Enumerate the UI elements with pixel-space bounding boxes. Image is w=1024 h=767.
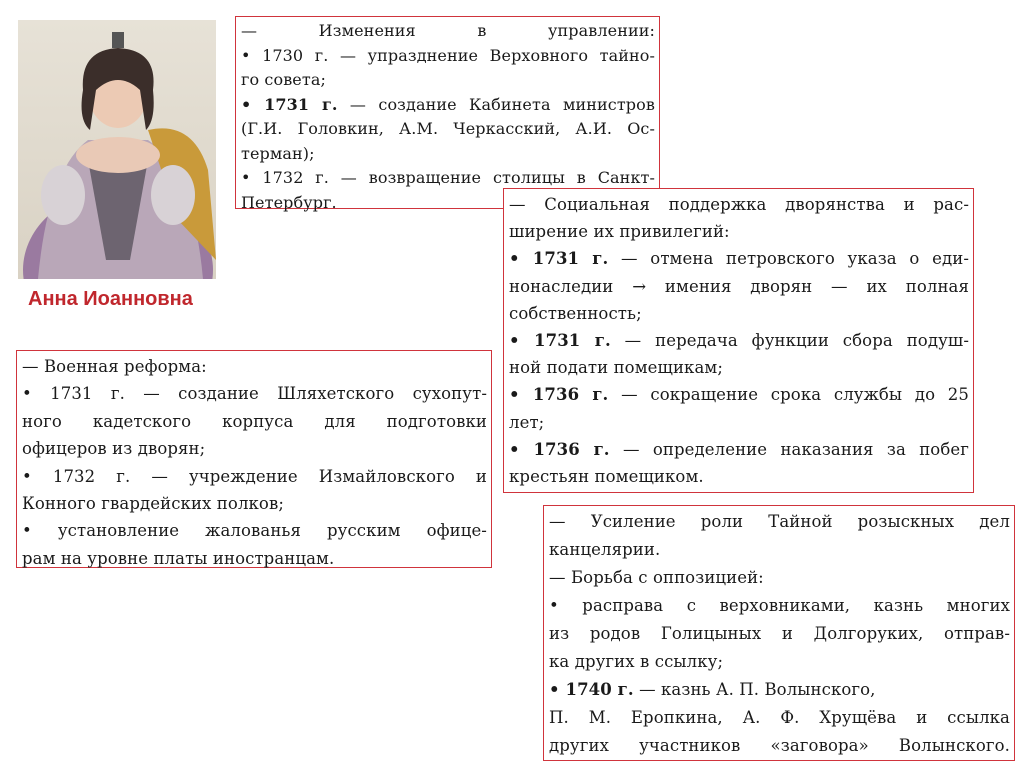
text-line — [22, 435, 487, 462]
line-text: канцелярии. — [549, 540, 661, 559]
year-label: • 1740 г. — [549, 680, 634, 699]
text-line — [22, 463, 487, 490]
line-text: ного кадетского корпуса для подготовки — [22, 411, 487, 431]
line-text: других участников «заговора» Волынского. — [549, 736, 1010, 755]
text-line — [509, 245, 969, 272]
line-text: • установление жалованья русским офице- — [22, 521, 487, 541]
text-line — [509, 273, 969, 300]
nobility-support-box — [503, 188, 974, 493]
text-line — [241, 19, 655, 44]
text-line — [22, 353, 487, 380]
text-line — [241, 93, 655, 118]
line-text: ной подати помещикам; — [509, 358, 723, 378]
line-text: Петербург. — [241, 192, 337, 212]
year-label: • 1731 г. — [509, 249, 609, 269]
portrait-caption: Анна Иоанновна — [28, 288, 193, 310]
text-line — [549, 536, 1010, 564]
text-line — [549, 564, 1010, 592]
text-line — [509, 300, 969, 327]
line-text: Конного гвардейских полков; — [22, 493, 285, 513]
line-text: го совета; — [241, 70, 326, 89]
line-text: — отмена петровского указа о еди- — [608, 249, 970, 269]
text-line — [509, 463, 969, 490]
line-text: • 1730 г. — упразднение Верховного тайно- — [241, 45, 655, 65]
line-text: — Социальная поддержка дворянства и рас- — [509, 195, 969, 214]
text-line — [22, 545, 487, 572]
text-line — [22, 380, 487, 407]
line-text: терман); — [241, 143, 315, 163]
line-text: — сокращение срока службы до 25 — [608, 385, 969, 405]
line-text: собственность; — [509, 303, 642, 323]
line-text: • 1732 г. — возвращение столицы в Санкт- — [241, 168, 655, 187]
line-text: лет; — [509, 412, 545, 432]
governance-changes-box — [235, 16, 660, 212]
text-line — [549, 732, 1010, 760]
text-line — [549, 676, 1010, 704]
text-line — [549, 704, 1010, 732]
text-line — [509, 218, 969, 245]
text-line — [509, 409, 969, 436]
text-line — [549, 592, 1010, 620]
line-text: — Борьба с оппозицией: — [549, 568, 764, 587]
text-line — [241, 44, 655, 69]
text-line — [22, 490, 487, 517]
year-label: • 1736 г. — [509, 439, 610, 459]
line-text: — создание Кабинета министров — [337, 94, 655, 114]
text-line — [241, 166, 655, 191]
line-text: П. М. Еропкина, А. Ф. Хрущёва и ссылка — [549, 708, 1010, 727]
text-line — [22, 517, 487, 544]
line-text: • расправа с верховниками, казнь многих — [549, 596, 1010, 615]
text-line — [241, 117, 655, 142]
text-line — [509, 327, 969, 354]
line-text: — Изменения в управлении: — [241, 21, 655, 40]
line-text: ширение их привилегий: — [509, 222, 730, 242]
text-line — [509, 436, 969, 463]
text-line — [509, 191, 969, 218]
line-text: • 1732 г. — учреждение Измайловского и — [22, 466, 487, 486]
text-line — [549, 648, 1010, 676]
text-line — [509, 354, 969, 381]
line-text: — казнь А. П. Волынского, — [633, 680, 876, 699]
line-text: из родов Голицыных и Долгоруких, отправ- — [549, 624, 1010, 643]
text-line — [549, 508, 1010, 536]
text-line — [22, 408, 487, 435]
year-label: • 1731 г. — [241, 94, 338, 114]
line-text: — передача функции сбора подуш- — [610, 330, 970, 350]
line-text: • 1731 г. — создание Шляхетского сухопут- — [22, 384, 487, 404]
line-text: нонаследии → имения дворян — их полная — [509, 276, 969, 296]
text-line — [549, 620, 1010, 648]
text-line — [241, 68, 655, 93]
line-text: — Военная реформа: — [22, 357, 207, 376]
line-text: — Усиление роли Тайной розыскных дел — [549, 512, 1010, 531]
line-text: рам на уровне платы иностранцам. — [22, 548, 335, 568]
secret-chancellery-box — [543, 505, 1015, 761]
military-reform-box — [16, 350, 492, 568]
text-line — [509, 381, 969, 408]
line-text: офицеров из дворян; — [22, 439, 206, 459]
line-text: (Г.И. Головкин, А.М. Черкасский, А.И. Ос- — [241, 119, 655, 138]
portrait-anna-ioannovna — [18, 20, 216, 279]
line-text: — определение наказания за побег — [609, 439, 969, 459]
line-text: крестьян помещиком. — [509, 466, 704, 486]
text-line — [241, 142, 655, 167]
line-text: ка других в ссылку; — [549, 652, 724, 671]
year-label: • 1736 г. — [509, 385, 609, 405]
year-label: • 1731 г. — [509, 330, 611, 350]
